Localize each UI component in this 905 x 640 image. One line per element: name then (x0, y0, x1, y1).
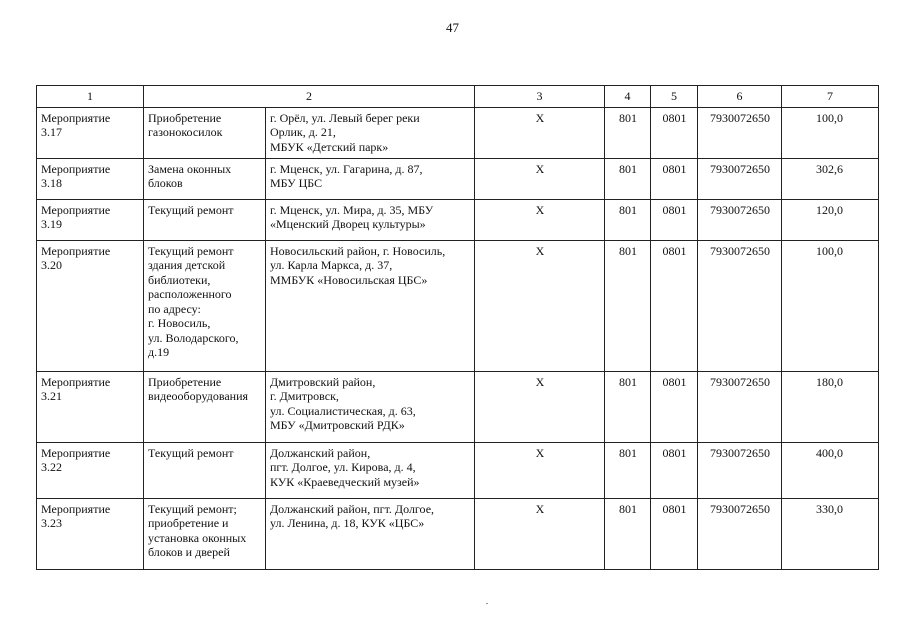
table-row (37, 199, 879, 240)
column-6-cell: 7930072650 (698, 158, 782, 199)
measure-id-cell (37, 158, 144, 199)
column-5-cell: 0801 (651, 371, 698, 442)
measure-name-cell-line: газонокосилок (148, 125, 223, 139)
amount-cell: 100,0 (782, 107, 879, 158)
column-3-cell: X (475, 240, 605, 371)
measure-id-cell (37, 371, 144, 442)
header-cell-1: 1 (37, 86, 144, 108)
column-4-cell: 801 (605, 498, 651, 569)
measure-name-cell-line: здания детской (148, 258, 226, 272)
measure-name-cell-line: установка оконных (148, 530, 247, 545)
measure-id-cell-line: Мероприятие (41, 202, 111, 217)
header-cell-3: 3 (475, 86, 605, 108)
recipient-address-cell-line: «Мценский Дворец культуры» (270, 217, 426, 231)
measure-name-cell (144, 442, 266, 498)
header-cell-2: 2 (144, 86, 475, 108)
recipient-address-cell-line: ММБУК «Новосильская ЦБС» (270, 272, 428, 287)
measure-id-cell (37, 240, 144, 371)
measure-id-cell-line: Мероприятие (41, 445, 111, 460)
column-4-cell: 801 (605, 442, 651, 498)
measure-id-cell-line: Мероприятие (41, 161, 111, 176)
measure-id-cell (37, 199, 144, 240)
measure-name-cell-line: блоков (148, 176, 183, 190)
amount-cell: 400,0 (782, 442, 879, 498)
measure-name-cell (144, 107, 266, 158)
column-3-cell: X (475, 158, 605, 199)
amount-cell: 302,6 (782, 158, 879, 199)
table-row (37, 371, 879, 442)
measure-name-cell-line: Приобретение (148, 110, 222, 125)
recipient-address-cell-line: МБУ «Дмитровский РДК» (270, 418, 405, 432)
recipient-address-cell-line: ул. Социалистическая, д. 63, (270, 403, 416, 418)
measure-id-cell-line: 3.20 (41, 258, 62, 272)
recipient-address-cell-line: г. Мценск, ул. Гагарина, д. 87, (270, 161, 423, 176)
measure-id-cell (37, 498, 144, 569)
measure-name-cell-line: Текущий ремонт (148, 202, 234, 217)
column-4-cell: 801 (605, 199, 651, 240)
recipient-address-cell-line: Новосильский район, г. Новосиль, (270, 243, 446, 258)
column-4-cell: 801 (605, 107, 651, 158)
column-3-cell: X (475, 199, 605, 240)
amount-cell: 100,0 (782, 240, 879, 371)
amount-cell: 180,0 (782, 371, 879, 442)
measure-name-cell-line: расположенного (148, 287, 232, 301)
recipient-address-cell-line: г. Мценск, ул. Мира, д. 35, МБУ (270, 202, 434, 217)
column-3-cell: X (475, 371, 605, 442)
measure-id-cell-line: Мероприятие (41, 501, 111, 516)
measure-name-cell-line: г. Новосиль, (148, 316, 211, 330)
recipient-address-cell-line: ул. Карла Маркса, д. 37, (270, 258, 393, 272)
header-cell-4: 4 (605, 86, 651, 108)
column-4-cell: 801 (605, 240, 651, 371)
recipient-address-cell-line: МБУК «Детский парк» (270, 139, 389, 154)
measure-id-cell (37, 107, 144, 158)
recipient-address-cell (266, 158, 475, 199)
measure-name-cell-line: Текущий ремонт (148, 445, 234, 460)
measure-id-cell-line: 3.23 (41, 516, 62, 530)
measure-id-cell (37, 442, 144, 498)
column-6-cell: 7930072650 (698, 107, 782, 158)
recipient-address-cell-line: ул. Ленина, д. 18, КУК «ЦБС» (270, 516, 425, 530)
column-4-cell: 801 (605, 371, 651, 442)
column-3-cell: X (475, 107, 605, 158)
header-cell-6: 6 (698, 86, 782, 108)
column-5-cell: 0801 (651, 107, 698, 158)
measure-name-cell-line: Замена оконных (148, 161, 232, 176)
column-5-cell: 0801 (651, 158, 698, 199)
column-5-cell: 0801 (651, 240, 698, 371)
recipient-address-cell (266, 442, 475, 498)
measure-id-cell-line: 3.18 (41, 176, 62, 190)
recipient-address-cell (266, 498, 475, 569)
measure-name-cell (144, 158, 266, 199)
recipient-address-cell-line: Должанский район, пгт. Долгое, (270, 501, 435, 516)
table-row (37, 442, 879, 498)
recipient-address-cell (266, 240, 475, 371)
measure-name-cell-line: библиотеки, (148, 272, 211, 287)
column-5-cell: 0801 (651, 498, 698, 569)
column-4-cell: 801 (605, 158, 651, 199)
column-3-cell: X (475, 442, 605, 498)
column-6-cell: 7930072650 (698, 498, 782, 569)
recipient-address-cell-line: г. Орёл, ул. Левый берег реки (270, 110, 420, 125)
measure-name-cell-line: по адресу: (148, 301, 201, 316)
measure-name-cell (144, 199, 266, 240)
measure-name-cell-line: видеооборудования (148, 389, 249, 403)
amount-cell: 330,0 (782, 498, 879, 569)
measure-name-cell (144, 371, 266, 442)
amount-cell: 120,0 (782, 199, 879, 240)
measure-name-cell-line: ул. Володарского, (148, 330, 239, 345)
measure-id-cell-line: 3.21 (41, 389, 62, 403)
page-number: 47 (446, 20, 459, 35)
header-row (37, 86, 879, 108)
column-6-cell: 7930072650 (698, 199, 782, 240)
measure-id-cell-line: 3.22 (41, 460, 62, 474)
recipient-address-cell (266, 371, 475, 442)
recipient-address-cell-line: Должанский район, (270, 445, 371, 460)
recipient-address-cell-line: Дмитровский район, (270, 374, 376, 389)
recipient-address-cell-line: пгт. Долгое, ул. Кирова, д. 4, (270, 460, 416, 474)
measure-name-cell (144, 240, 266, 371)
table-row (37, 498, 879, 569)
header-cell-7: 7 (782, 86, 879, 108)
column-5-cell: 0801 (651, 199, 698, 240)
measure-id-cell-line: Мероприятие (41, 243, 111, 258)
table-row (37, 107, 879, 158)
measure-id-cell-line: Мероприятие (41, 374, 111, 389)
header-cell-5: 5 (651, 86, 698, 108)
column-3-cell: X (475, 498, 605, 569)
scan-speck (486, 603, 488, 604)
measure-id-cell-line: 3.19 (41, 217, 62, 231)
column-6-cell: 7930072650 (698, 371, 782, 442)
measure-id-cell-line: Мероприятие (41, 110, 111, 125)
budget-table (36, 85, 879, 570)
measure-name-cell-line: д.19 (148, 345, 170, 359)
measure-name-cell-line: блоков и дверей (148, 545, 230, 559)
recipient-address-cell (266, 107, 475, 158)
measure-name-cell (144, 498, 266, 569)
column-5-cell: 0801 (651, 442, 698, 498)
recipient-address-cell-line: г. Дмитровск, (270, 389, 339, 403)
column-6-cell: 7930072650 (698, 442, 782, 498)
recipient-address-cell-line: Орлик, д. 21, (270, 125, 336, 139)
measure-name-cell-line: приобретение и (148, 516, 229, 530)
measure-id-cell-line: 3.17 (41, 125, 62, 139)
measure-name-cell-line: Приобретение (148, 374, 222, 389)
recipient-address-cell (266, 199, 475, 240)
column-6-cell: 7930072650 (698, 240, 782, 371)
recipient-address-cell-line: МБУ ЦБС (270, 176, 323, 190)
table-row (37, 158, 879, 199)
measure-name-cell-line: Текущий ремонт; (148, 501, 237, 516)
recipient-address-cell-line: КУК «Краеведческий музей» (270, 474, 420, 489)
measure-name-cell-line: Текущий ремонт (148, 243, 234, 258)
table-row (37, 240, 879, 371)
